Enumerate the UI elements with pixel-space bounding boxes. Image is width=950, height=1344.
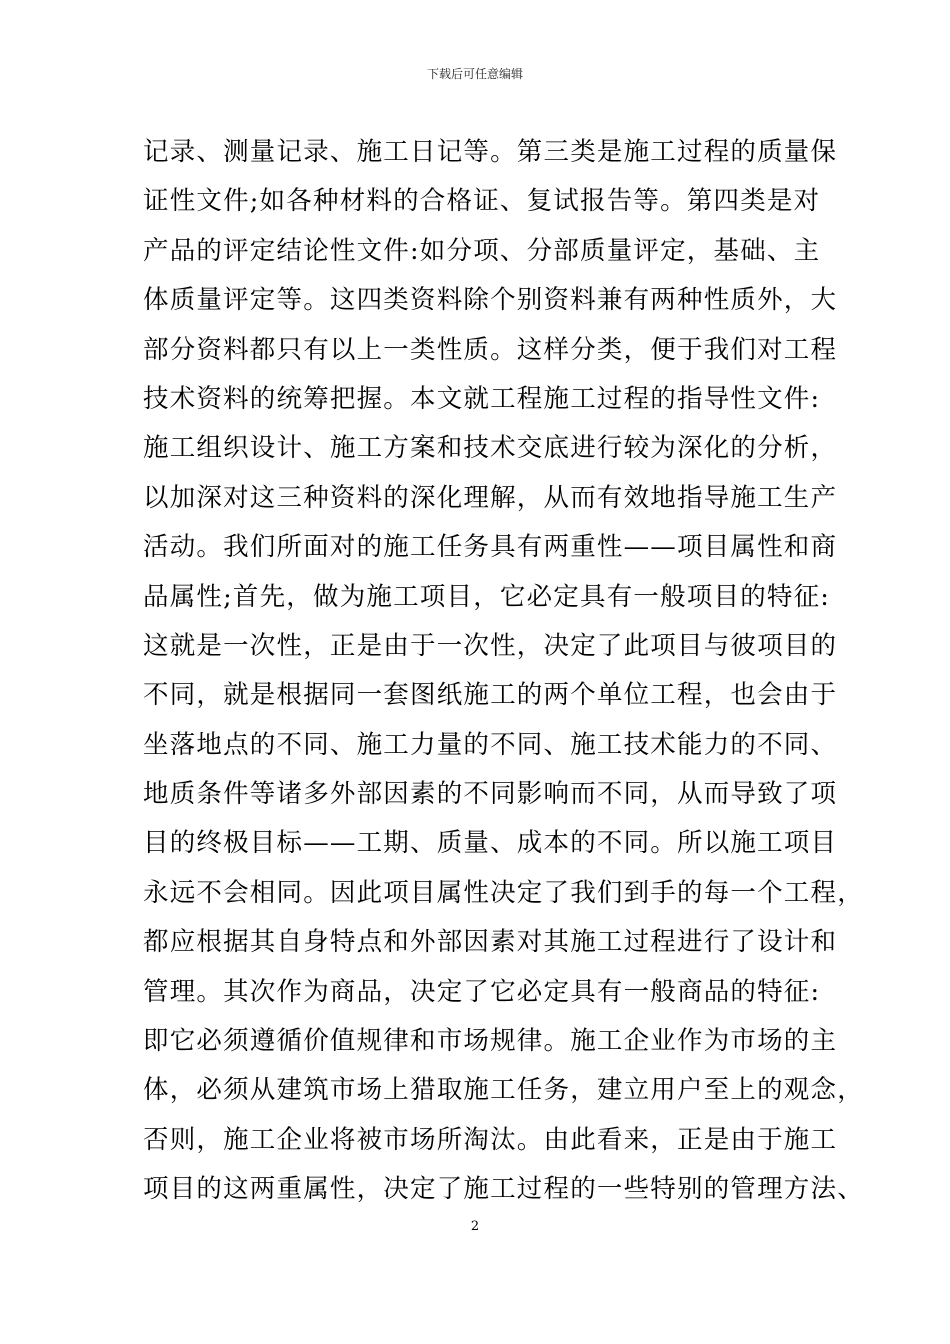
text-line: 项目的这两重属性，决定了施工过程的一些特别的管理方法、 bbox=[143, 1174, 864, 1205]
text-line: 技术资料的统筹把握。本文就工程施工过程的指导性文件: bbox=[143, 383, 821, 414]
text-line: 这就是一次性，正是由于一次性，决定了此项目与彼项目的 bbox=[143, 630, 838, 661]
text-line: 目的终极目标——工期、质量、成本的不同。所以施工项目 bbox=[143, 828, 838, 859]
text-line: 记录、测量记录、施工日记等。第三类是施工过程的质量保 bbox=[143, 137, 838, 167]
text-line: 以加深对这三种资料的深化理解，从而有效地指导施工生产 bbox=[143, 482, 838, 513]
text-line: 体质量评定等。这四类资料除个别资料兼有两种性质外，大 bbox=[143, 285, 838, 316]
text-line: 不同，就是根据同一套图纸施工的两个单位工程，也会由于 bbox=[143, 680, 838, 711]
body-text bbox=[143, 128, 864, 1215]
text-line: 证性文件;如各种材料的合格证、复试报告等。第四类是对 bbox=[143, 186, 821, 217]
text-line: 管理。其次作为商品，决定了它必定具有一般商品的特征: bbox=[143, 976, 821, 1007]
text-line: 部分资料都只有以上一类性质。这样分类，便于我们对工程 bbox=[143, 334, 838, 365]
text-line: 坐落地点的不同、施工力量的不同、施工技术能力的不同、 bbox=[143, 729, 838, 760]
text-line: 即它必须遵循价值规律和市场规律。施工企业作为市场的主 bbox=[143, 1026, 838, 1057]
text-line: 否则，施工企业将被市场所淘汰。由此看来，正是由于施工 bbox=[143, 1124, 838, 1155]
text-line: 产品的评定结论性文件:如分项、分部质量评定，基础、主 bbox=[143, 235, 821, 266]
text-line: 地质条件等诸多外部因素的不同影响而不同，从而导致了项 bbox=[143, 779, 838, 810]
text-line: 活动。我们所面对的施工任务具有两重性——项目属性和商 bbox=[143, 532, 838, 563]
page-header: 下载后可任意编辑 bbox=[426, 67, 523, 81]
page-number: 2 bbox=[470, 1219, 480, 1234]
text-line: 都应根据其自身特点和外部因素对其施工过程进行了设计和 bbox=[143, 927, 838, 958]
text-line: 施工组织设计、施工方案和技术交底进行较为深化的分析， bbox=[143, 433, 838, 464]
text-line: 永远不会相同。因此项目属性决定了我们到手的每一个工程， bbox=[143, 877, 864, 908]
text-line: 品属性;首先，做为施工项目，它必定具有一般项目的特征: bbox=[143, 581, 831, 612]
text-line: 体，必须从建筑市场上猎取施工任务，建立用户至上的观念， bbox=[143, 1075, 864, 1106]
